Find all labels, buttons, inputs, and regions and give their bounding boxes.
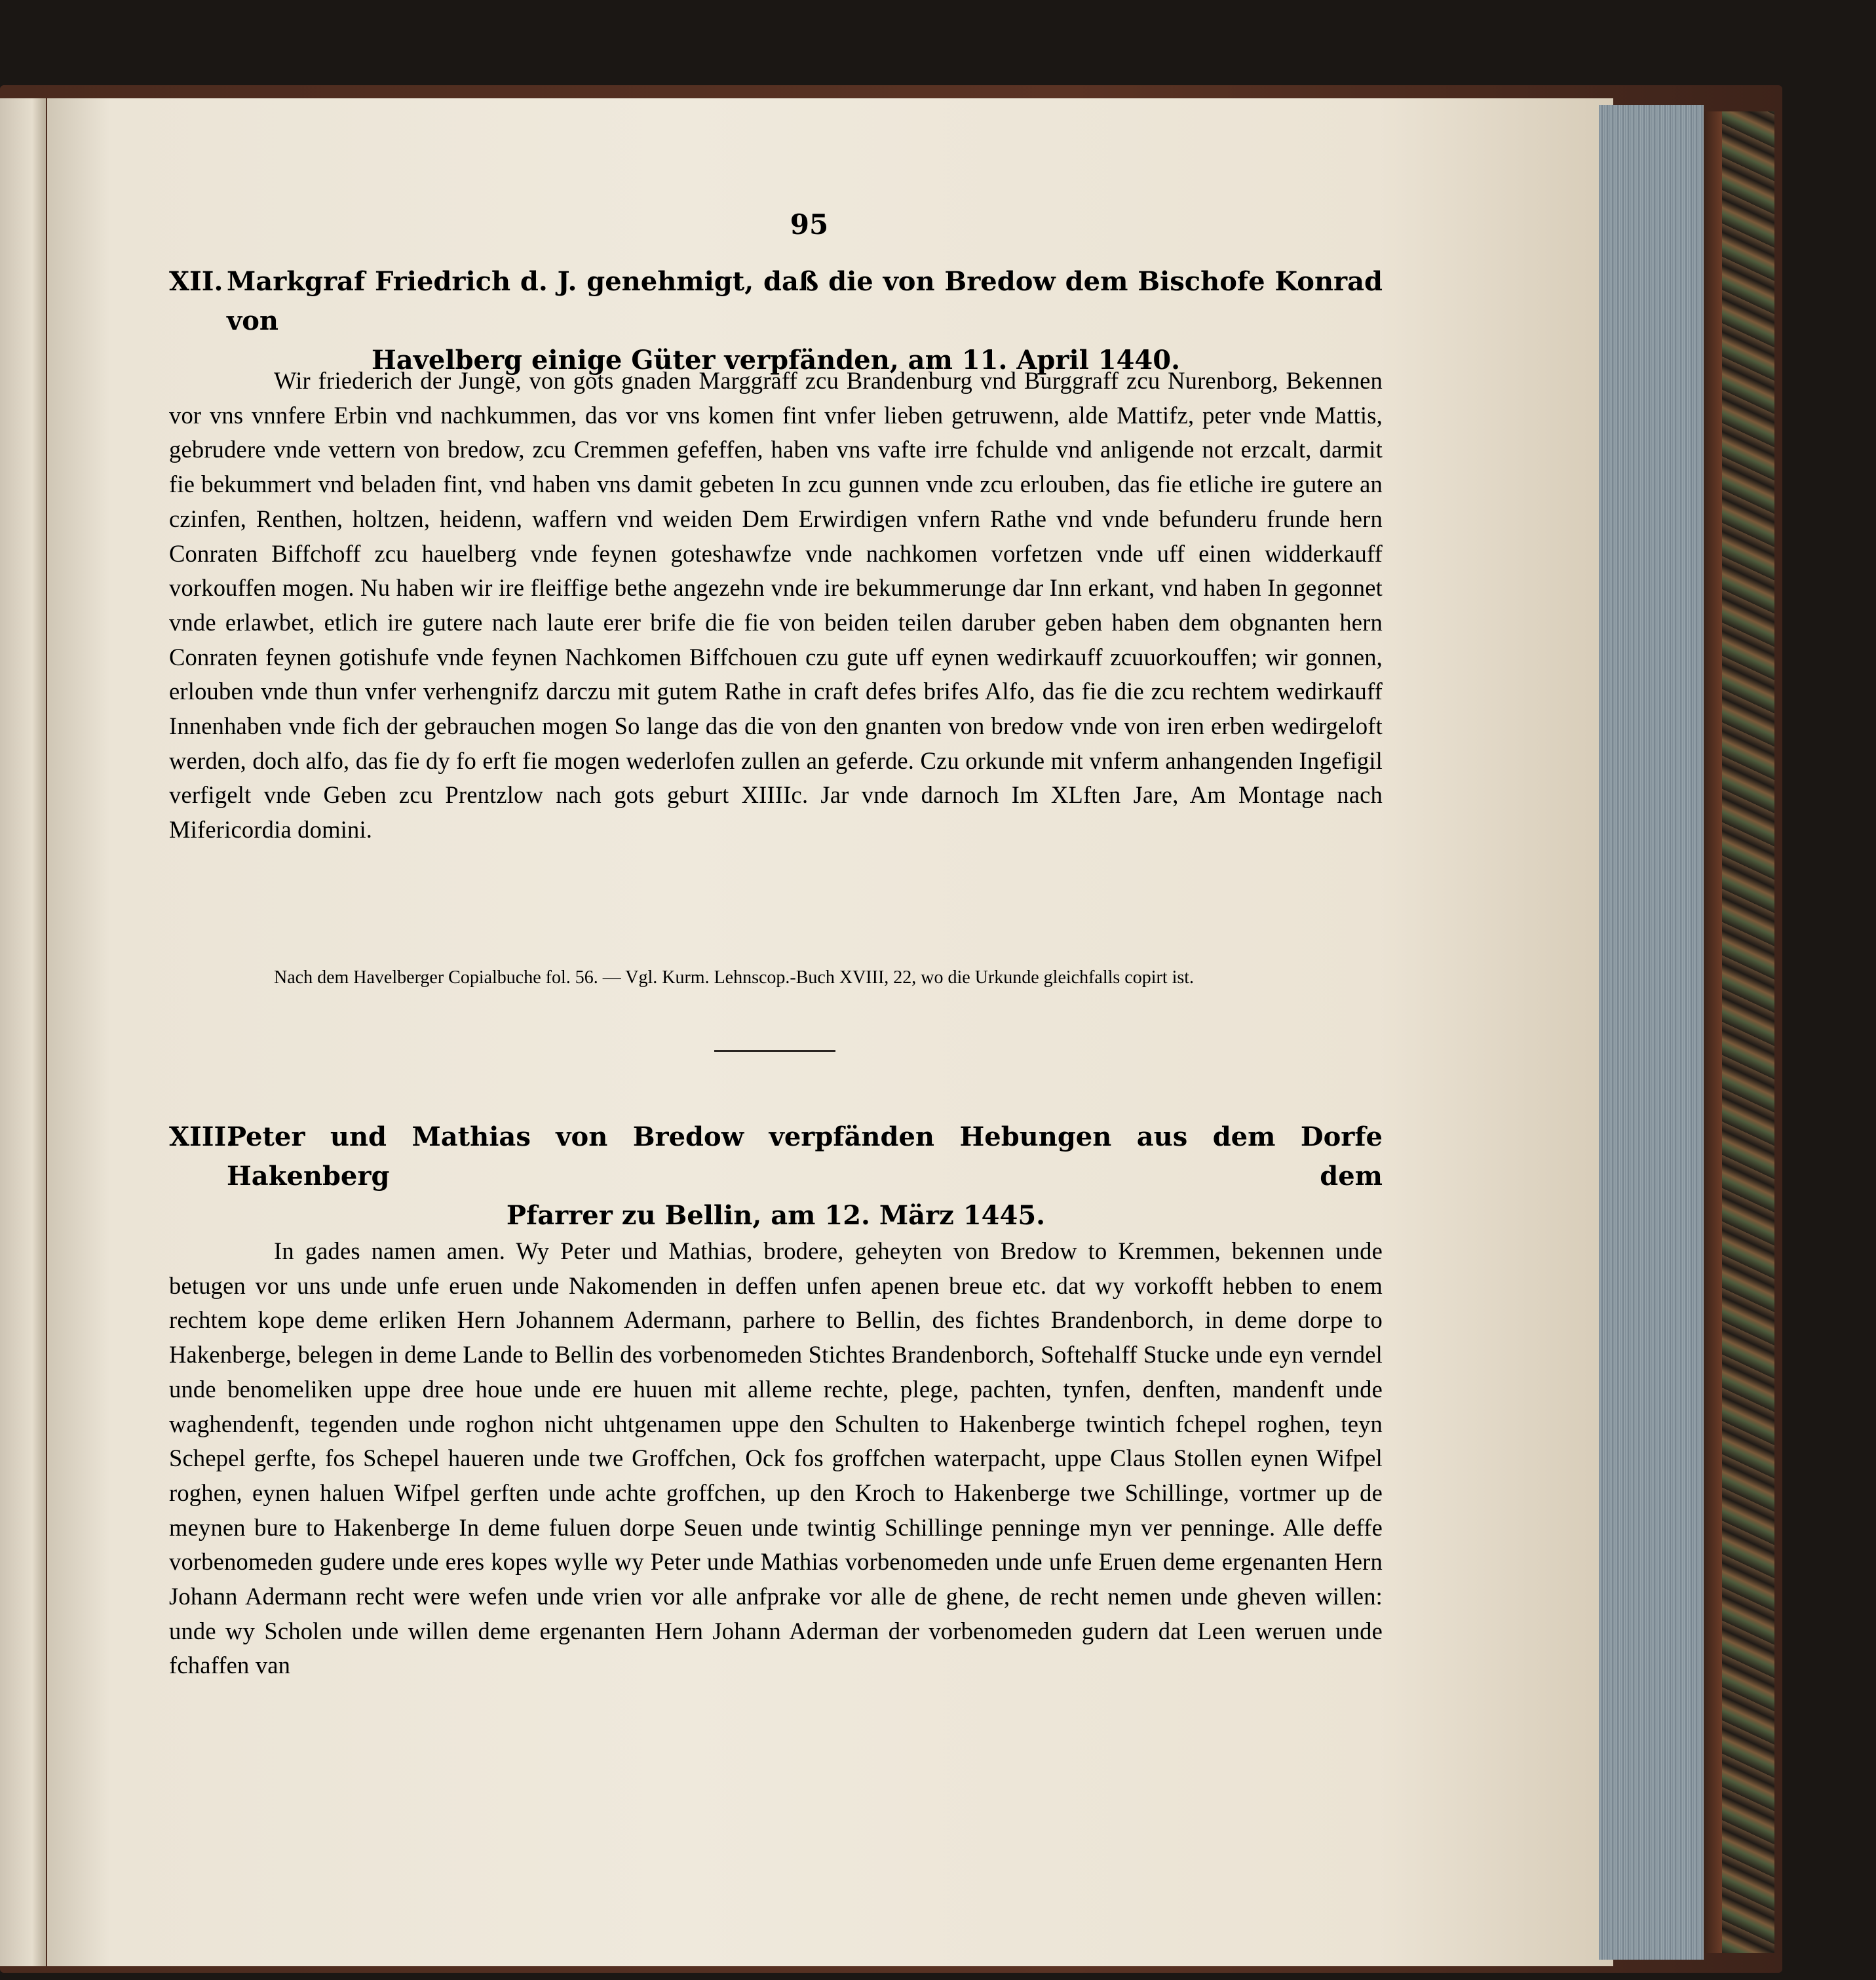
document-text-xii: Wir friederich der Junge, von gots gnaden Marggraff zcu Brandenburg vnd Burggraff zcu Nurenborg, Bekennen vor vns vnnfere Erbin vnd nachkummen, das vor vns komen fint vnfer lieben getruwenn, alde Mattifz, peter vnde Mattis, gebrudere vnde vettern von bredow, zcu Cremmen gefeffen, haben vns vafte irre fchulde vnd anligende not erzcalt, darmit fie bekummert vnd beladen fint, vnd haben vns damit gebeten In zcu gunnen vnde zcu erlouben, das fie etliche ire gutere an czinfen, Renthen, holtzen, heidenn, waffern vnd weiden Dem Erwirdigen vnfern Rathe vnd vnde befunderu frunde hern Conraten Biffchoff zcu hauelberg vnde feynen goteshawfze vnde nachkomen vorfetzen vnde uff einen widderkauff vorkouffen mogen. Nu haben wir ire fleiffige bethe angezehn vnde ire bekummerunge dar Inn erkant, vnd haben In gegonnet vnde erlawbet, etlich ire gutere nach laute erer brife die fie von beiden teilen daruber geben haben dem obgnanten hern Conraten feynen gotishufe vnde feynen Nachkomen Biffchouen czu gute uff eynen wedirkauff zcuuorkouffen; wir gonnen, erlouben vnde thun vnfer verhengnifz darczu mit gutem Rathe in craft defes brifes Alfo, das fie die zcu rechtem wedirkauff Innenhaben vnde fich der gebrauchen mogen So lange das die von den gnanten von bredow vnde von iren erben wedirgeloft werden, doch alfo, das fie dy fo erft fie mogen wederlofen zullen an geferde. Czu orkunde mit vnferm anhangenden Ingefigil verfigelt vnde Geben zcu Prentzlow nach gots geburt XIIIIc. Jar vnde darnoch Im XLften Jare, Am Montage nach Mifericordia domini.	[169, 367, 1383, 844]
heading-line-2: Havelberg einige Güter verpfänden, am 11. April 1440.	[371, 345, 1181, 376]
document-text-xiii: In gades namen amen. Wy Peter und Mathias, brodere, geheyten von Bredow to Kremmen, bekennen unde betugen vor uns unde unfe eruen unde Nakomenden in deffen unfen apenen breue etc. dat wy vorkofft hebben to enem rechtem kope deme erliken Hern Johannem Adermann, parhere to Bellin, des fichtes Brandenborch, in deme dorpe to Hakenberge, belegen in deme Lande to Bellin des vorbenomeden Stichtes Brandenborch, Softehalff Stucke unde eyn verndel unde benomeliken uppe dree houe unde ere huuen mit alleme rechte, plege, pachten, tynfen, denften, mandenft unde waghendenft, tegenden unde roghon nicht uhtgenamen uppe den Schulten to Hakenberge twintich fchepel roghen, teyn Schepel gerfte, fos Schepel haueren unde twe Groffchen, Ock fos groffchen waterpacht, uppe Claus Stollen eynen Wifpel roghen, eynen haluen Wifpel gerften unde achte groffchen, up den Kroch to Hakenberge twe Schillinge, vortmer up de meynen bure to Hakenberge In deme fuluen dorpe Seuen unde twintig Schillinge penninge myn ver penninge. Alle deffe vorbenomeden gudere unde eres kopes wylle wy Peter unde Mathias vorbenomeden unde unfe Eruen deme ergenanten Hern Johann Adermann recht were wefen unde vrien vor alle anfprake vor alle de ghene, de recht nemen unde gheven willen: unde wy Scholen unde willen deme ergenanten Hern Johann Aderman der vorbenomeden gudern dat Leen weruen unde fchaffen van	[169, 1237, 1383, 1679]
facing-page-edge	[0, 98, 46, 1966]
document-heading-xiii	[169, 1117, 1383, 1235]
cover-edge	[1704, 111, 1722, 1953]
heading-line-1: Markgraf Friedrich d. J. genehmigt, daß die von Bredow dem Bischofe Konrad von	[227, 266, 1383, 336]
marbled-endpaper	[1722, 111, 1774, 1953]
section-divider	[714, 1050, 835, 1052]
document-number: XIII.	[169, 1121, 236, 1152]
document-heading-xii	[169, 262, 1383, 380]
heading-line-1: Peter und Mathias von Bredow verpfänden Hebungen aus dem Dorfe Hakenberg dem	[227, 1121, 1383, 1192]
document-number: XII.	[169, 266, 223, 297]
page-block-edges	[1599, 105, 1704, 1960]
heading-line-2: Pfarrer zu Bellin, am 12. März 1445.	[506, 1200, 1046, 1231]
page-number: 95	[790, 208, 829, 241]
source-note: Nach dem Havelberger Copialbuche fol. 56. — Vgl. Kurm. Lehnscop.-Buch XVIII, 22, wo die Urkunde gleichfalls copirt ist.	[274, 967, 1195, 988]
